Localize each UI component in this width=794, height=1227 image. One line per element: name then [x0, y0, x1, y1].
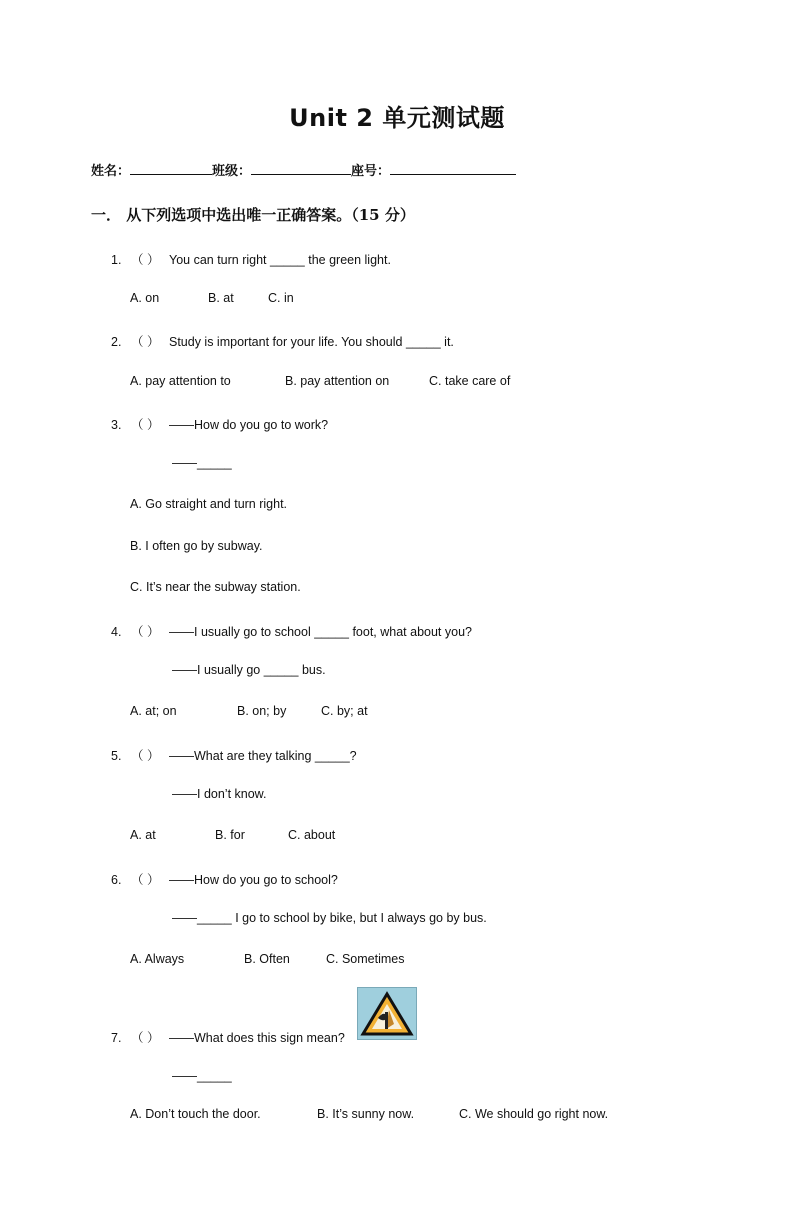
question-5-options — [130, 828, 335, 842]
question-text: ——How do you go to school? — [169, 873, 338, 887]
option-a: A. pay attention to — [130, 374, 231, 388]
question-3-reply: ——_____ — [172, 456, 232, 470]
name-blank[interactable] — [130, 162, 212, 175]
option-b: B. for — [215, 828, 245, 842]
question-3-stem-line — [111, 415, 328, 433]
seat-blank[interactable] — [390, 162, 516, 175]
question-1-options — [130, 291, 294, 305]
question-text: ——I usually go to school _____ foot, what about you? — [169, 625, 472, 639]
question-4-stem-line — [111, 622, 472, 640]
answer-parentheses[interactable]: （ ） — [131, 873, 160, 887]
question-5-stem-line — [111, 746, 357, 764]
question-4-options — [130, 704, 368, 718]
option-a: A. at — [130, 828, 156, 842]
question-7-options — [130, 1107, 608, 1121]
option-c: C. take care of — [429, 374, 511, 388]
option-b: B. on; by — [237, 704, 287, 718]
option-b: B. It’s sunny now. — [317, 1107, 415, 1121]
option-c: C. in — [268, 291, 294, 305]
option-a: A. Don’t touch the door. — [130, 1107, 261, 1121]
answer-parentheses[interactable]: （ ） — [131, 253, 160, 267]
class-label: 班级： — [212, 164, 252, 179]
question-7-reply: ——_____ — [172, 1069, 232, 1083]
page-title: Unit 2 单元测试题 — [289, 104, 505, 132]
question-text: ——What are they talking _____? — [169, 749, 357, 763]
question-7-stem-line — [111, 1028, 345, 1046]
option-c: C. Sometimes — [326, 952, 405, 966]
question-text: ——How do you go to work? — [169, 418, 329, 432]
question-number: 1. — [111, 253, 122, 267]
question-3-option-c: C. It’s near the subway station. — [130, 580, 301, 594]
warning-triangle-sign-icon — [357, 987, 417, 1040]
option-b: B. Often — [244, 952, 290, 966]
question-5-reply: ——I don’t know. — [172, 787, 267, 801]
question-6-stem-line — [111, 870, 338, 888]
question-number: 5. — [111, 749, 122, 763]
question-text: You can turn right _____ the green light. — [169, 253, 391, 267]
question-6-reply: ——_____ I go to school by bike, but I always go by bus. — [172, 911, 487, 925]
option-a: A. Always — [130, 952, 185, 966]
option-b: B. pay attention on — [285, 374, 390, 388]
answer-parentheses[interactable]: （ ） — [131, 625, 160, 639]
question-text: ——What does this sign mean? — [169, 1031, 345, 1045]
question-text: Study is important for your life. You should _____ it. — [169, 335, 454, 349]
option-a: A. at; on — [130, 704, 177, 718]
student-info-line — [91, 160, 516, 179]
section-heading: 一． 从下列选项中选出唯一正确答案。（15 分） — [91, 206, 415, 224]
answer-parentheses[interactable]: （ ） — [131, 418, 160, 432]
question-number: 7. — [111, 1031, 122, 1045]
question-2-stem-line — [111, 332, 454, 350]
option-b: B. at — [208, 291, 234, 305]
answer-parentheses[interactable]: （ ） — [131, 335, 160, 349]
question-3-option-b: B. I often go by subway. — [130, 539, 263, 553]
answer-parentheses[interactable]: （ ） — [131, 749, 160, 763]
option-c: C. about — [288, 828, 336, 842]
option-c: C. We should go right now. — [459, 1107, 609, 1121]
option-c: C. by; at — [321, 704, 368, 718]
question-number: 2. — [111, 335, 122, 349]
answer-parentheses[interactable]: （ ） — [131, 1031, 160, 1045]
question-2-options — [130, 374, 510, 388]
question-6-options — [130, 952, 405, 966]
seat-label: 座号： — [351, 164, 391, 179]
question-1-stem-line — [111, 250, 391, 268]
option-a: A. on — [130, 291, 160, 305]
question-number: 3. — [111, 418, 122, 432]
question-number: 6. — [111, 873, 122, 887]
class-blank[interactable] — [251, 162, 351, 175]
question-number: 4. — [111, 625, 122, 639]
question-3-option-a: A. Go straight and turn right. — [130, 497, 288, 511]
name-label: 姓名： — [91, 164, 131, 179]
question-4-reply: ——I usually go _____ bus. — [172, 663, 326, 677]
